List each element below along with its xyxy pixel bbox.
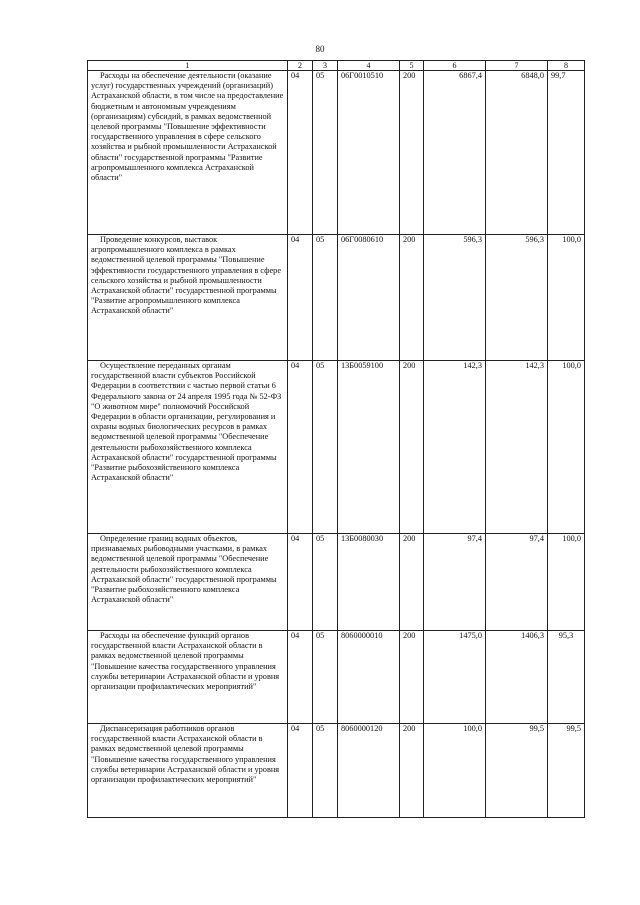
table-row <box>88 724 585 818</box>
row-description: Расходы на обеспечение функций органов государственной власти Астраханской области в рамках ведомственной целевой программы "Повышение качества государственного управления службы ветеринарии Астраханской области и уровня организации профилактических мероприятий" <box>88 631 288 724</box>
table-row <box>88 71 585 235</box>
cell-executed: 97,4 <box>486 534 548 631</box>
column-header: 1 <box>88 61 288 71</box>
table-row <box>88 235 585 361</box>
cell-planned: 100,0 <box>424 724 486 818</box>
cell-target-code: 8060000010 <box>338 631 400 724</box>
cell-target-code: 13Б0059100 <box>338 361 400 534</box>
cell-planned: 6867,4 <box>424 71 486 235</box>
row-description: Расходы на обеспечение деятельности (оказание услуг) государственных учреждений (организаций) Астраханской области, в том числе на предоставление бюджетным и автономным учреждениям (организациям) субсидий, в рамках ведомственной целевой программы "Повышение эффективности государственного управления в сфере сельского хозяйства и рыбной промышленности Астраханской области" государственной программы "Развитие агропромышленного комплекса Астраханской области" <box>88 71 288 235</box>
cell-planned: 596,3 <box>424 235 486 361</box>
cell-percent: 99,5 <box>548 724 585 818</box>
column-header: 2 <box>288 61 313 71</box>
row-description: Диспансеризация работников органов государственной власти Астраханской области в рамках ведомственной целевой программы "Повышение качества государственного управления службы ветеринарии Астраханской области и уровня организации профилактических мероприятий" <box>88 724 288 818</box>
cell-expense-type: 200 <box>400 631 424 724</box>
table-header-row <box>88 61 585 71</box>
cell-percent: 99,7 <box>548 71 585 235</box>
cell-percent: 95,3 <box>548 631 585 724</box>
column-header: 5 <box>400 61 424 71</box>
cell-section: 04 <box>288 724 313 818</box>
cell-section: 04 <box>288 631 313 724</box>
cell-expense-type: 200 <box>400 361 424 534</box>
page-number: 80 <box>315 44 325 54</box>
cell-executed: 1406,3 <box>486 631 548 724</box>
cell-subsection: 05 <box>313 534 338 631</box>
cell-expense-type: 200 <box>400 235 424 361</box>
cell-target-code: 8060000120 <box>338 724 400 818</box>
cell-percent: 100,0 <box>548 361 585 534</box>
column-header: 7 <box>486 61 548 71</box>
cell-target-code: 06Г0080610 <box>338 235 400 361</box>
cell-section: 04 <box>288 534 313 631</box>
cell-planned: 97,4 <box>424 534 486 631</box>
cell-subsection: 05 <box>313 631 338 724</box>
table-row <box>88 631 585 724</box>
cell-expense-type: 200 <box>400 71 424 235</box>
cell-executed: 596,3 <box>486 235 548 361</box>
cell-section: 04 <box>288 361 313 534</box>
column-header: 3 <box>313 61 338 71</box>
cell-executed: 142,3 <box>486 361 548 534</box>
cell-subsection: 05 <box>313 361 338 534</box>
cell-target-code: 13Б0080030 <box>338 534 400 631</box>
cell-planned: 142,3 <box>424 361 486 534</box>
column-header: 6 <box>424 61 486 71</box>
cell-planned: 1475,0 <box>424 631 486 724</box>
cell-percent: 100,0 <box>548 235 585 361</box>
cell-target-code: 06Г0010510 <box>338 71 400 235</box>
row-description: Определение границ водных объектов, признаваемых рыбоводными участками, в рамках ведомственной целевой программы "Обеспечение деятельности рыбохозяйственного комплекса Астраханской области" государственной программы "Развитие рыбохозяйственного комплекса Астраханской области" <box>88 534 288 631</box>
cell-expense-type: 200 <box>400 724 424 818</box>
cell-section: 04 <box>288 71 313 235</box>
column-header: 4 <box>338 61 400 71</box>
cell-subsection: 05 <box>313 724 338 818</box>
cell-expense-type: 200 <box>400 534 424 631</box>
cell-subsection: 05 <box>313 235 338 361</box>
cell-percent: 100,0 <box>548 534 585 631</box>
cell-executed: 6848,0 <box>486 71 548 235</box>
table-row <box>88 361 585 534</box>
cell-section: 04 <box>288 235 313 361</box>
cell-executed: 99,5 <box>486 724 548 818</box>
row-description: Проведение конкурсов, выставок агропромышленного комплекса в рамках ведомственной целевой программы "Повышение эффективности государственного управления в сфере сельского хозяйства и рыбной промышленности Астраханской области" государственной программы "Развитие агропромышленного комплекса Астраханской области" <box>88 235 288 361</box>
cell-subsection: 05 <box>313 71 338 235</box>
budget-table <box>87 60 585 818</box>
column-header: 8 <box>548 61 585 71</box>
row-description: Осуществление переданных органам государственной власти субъектов Российской Федерации в соответствии с частью первой статьи 6 Федерального закона от 24 апреля 1995 года № 52-ФЗ "О животном мире" полномочий Российской Федерации в области организации, регулирования и охраны водных биологических ресурсов в рамках ведомственной целевой программы "Обеспечение деятельности рыбохозяйственного комплекса Астраханской области" государственной программы "Развитие рыбохозяйственного комплекса Астраханской области" <box>88 361 288 534</box>
table-row <box>88 534 585 631</box>
